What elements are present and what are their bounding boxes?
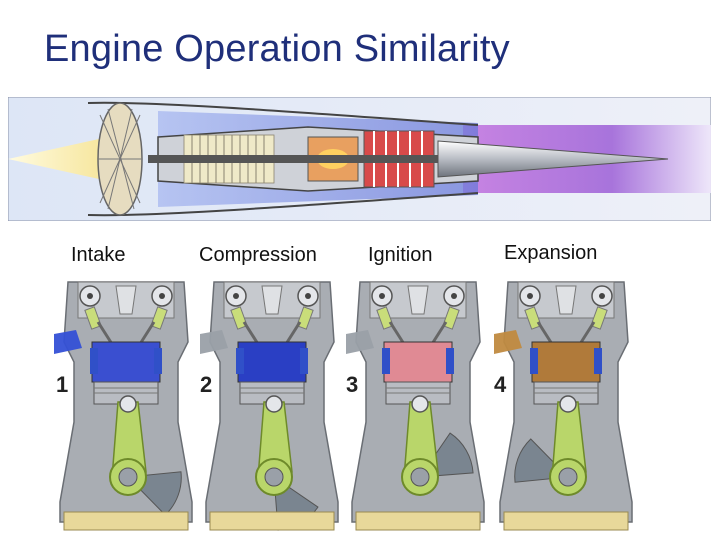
engine-stroke-expansion-image	[494, 272, 638, 534]
engine-stroke-intake-image	[54, 272, 198, 534]
engine-stroke-compression-image	[200, 272, 344, 534]
stroke-number-expansion: 4	[494, 372, 507, 397]
stage-label-compression: Compression	[199, 244, 317, 266]
engine-stroke-ignition-image	[346, 272, 490, 534]
page-title: Engine Operation Similarity	[44, 28, 510, 70]
stroke-number-intake: 1	[56, 372, 69, 397]
stage-label-ignition: Ignition	[368, 244, 433, 266]
jet-engine-cutaway-image	[8, 97, 711, 221]
stage-label-intake: Intake	[71, 244, 126, 266]
stroke-number-ignition: 3	[346, 372, 359, 397]
stage-label-expansion: Expansion	[504, 242, 598, 264]
stroke-number-compression: 2	[200, 372, 213, 397]
